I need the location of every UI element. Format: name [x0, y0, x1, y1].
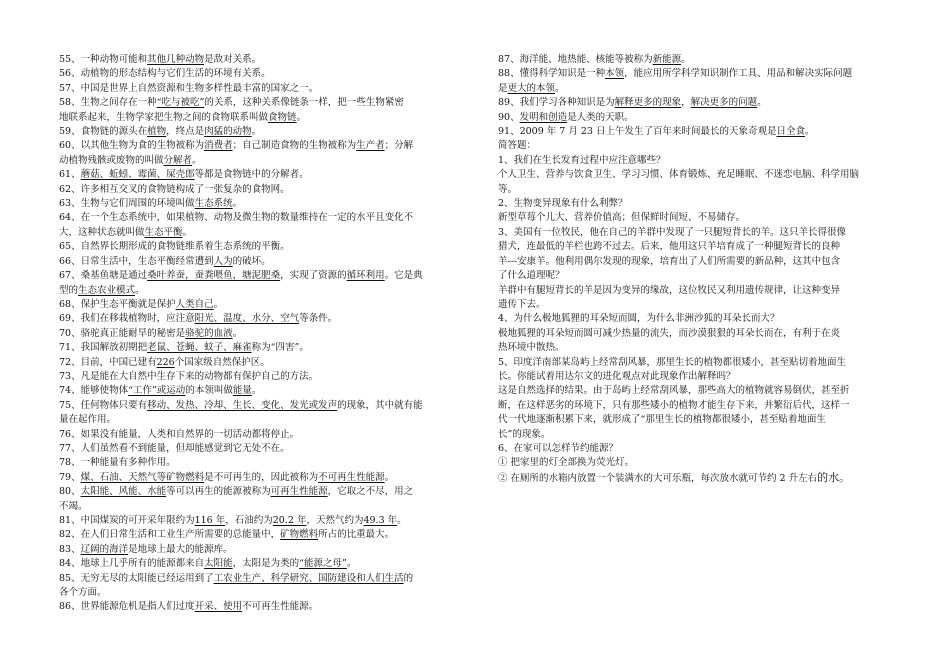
- text-segment: 61、: [59, 169, 81, 181]
- underlined-answer: 骆驼的血液: [185, 327, 233, 339]
- text-line: [498, 356, 905, 370]
- text-segment: ② 在厕所的水箱内放置一个装满水的大可乐瓶，每次放水就可节约 2 升左右: [498, 472, 818, 484]
- text-segment: ，太阳是为类的: [232, 558, 300, 570]
- text-line: [498, 384, 905, 398]
- text-line: [59, 384, 467, 398]
- text-segment: 91、2009 年 7 月 23 日上午发生了百年来时间最长的天象奇观是: [498, 126, 777, 138]
- text-segment: 型的: [59, 284, 79, 296]
- text-segment: 4、为什么极地狐狸的耳朵短而圆，为什么非洲沙狐的耳朵长而大？: [498, 313, 780, 325]
- text-segment: ，石油约为: [225, 515, 273, 526]
- text-segment: 3、美国有一位牧民，他在自己的羊群中发现了一只腿短背长的羊。这只羊长得很像: [498, 226, 847, 238]
- underlined-answer: 不可再生性能源: [318, 471, 385, 483]
- text-line: [59, 528, 467, 542]
- underlined-answer: 太阳能、风能、水能: [80, 486, 167, 498]
- text-segment: 70、骆驼真正能耐旱的秘密是: [59, 327, 186, 339]
- text-segment: 地联系起来，生物学家把生物之间的食物联系叫做: [59, 111, 269, 123]
- underlined-answer: “吃与被吃”: [156, 97, 205, 109]
- underlined-answer: 循环利用: [346, 270, 385, 282]
- text-segment: 5、印度洋南部某岛屿上经常刮风暴，那里生长的植物都很矮小，甚至贴切着地面生: [498, 356, 847, 368]
- text-segment: 是敌对关系。: [204, 54, 262, 65]
- text-segment: 66、日常生活中，生态平衡经常遭到: [59, 255, 214, 267]
- text-segment: 88、懂得科学知识是一种: [498, 68, 606, 80]
- text-line: [59, 269, 467, 283]
- text-segment: 是: [498, 82, 508, 94]
- text-segment: 遗传下去。: [498, 298, 546, 310]
- underlined-answer: 116 年: [194, 515, 226, 526]
- text-segment: 热环境中散热。: [498, 342, 565, 354]
- text-line: [59, 356, 467, 370]
- text-segment: 62、许多相互交叉的食物链构成了一张复杂的食物网。: [59, 183, 290, 195]
- text-segment: 90、: [498, 111, 520, 123]
- text-line: [59, 139, 467, 153]
- text-segment: 1、我们在生长发育过程中应注意哪些？: [498, 154, 666, 166]
- text-segment: 称为“四害”。: [251, 342, 309, 354]
- text-line: [59, 485, 467, 499]
- text-line: [59, 471, 467, 485]
- text-segment: 简答题：: [498, 140, 537, 152]
- text-segment: 。: [135, 284, 145, 296]
- text-line: [59, 226, 467, 240]
- text-segment: 的: [403, 572, 414, 584]
- underlined-answer: 其他几种动物: [147, 54, 205, 65]
- text-segment: 79、: [59, 471, 81, 483]
- text-line: [59, 500, 467, 514]
- text-segment: 78、一种能量有多种作用。: [59, 457, 176, 469]
- text-segment: 极地狐狸的耳朵短而圆可减少热量的流失，而沙漠狠狠的耳朵长而在，有利于在炎: [498, 327, 841, 339]
- text-segment: 87、海洋能、地热能、核能等被称为: [498, 54, 653, 65]
- text-segment: 个人卫生、营养与饮食卫生、学习习惯、体育锻炼、充足睡眠、不迷恋电脑、科学用脑: [498, 169, 860, 181]
- underlined-answer: 20.2 年: [272, 515, 307, 526]
- text-segment: 羊群中有腿短背长的羊是因为变异的缘故，这位牧民又利用遗传规律，让这种变异: [498, 284, 841, 296]
- text-line: [59, 370, 467, 384]
- underlined-answer: 发明和创造: [519, 111, 568, 123]
- text-line: [498, 312, 905, 326]
- text-line: [498, 125, 905, 139]
- text-line: [59, 168, 467, 182]
- text-segment: 6、在家可以怎样节约能源？: [498, 442, 619, 454]
- text-line: [498, 82, 905, 96]
- text-line: [59, 82, 467, 96]
- underlined-answer: 人类自己: [175, 298, 214, 310]
- text-segment: 动植物残骸或废物的叫做: [59, 154, 164, 166]
- text-line: [498, 139, 905, 153]
- text-segment: 代一代地逐渐积累下来，就形成了“那里生长的植物都很矮小，甚至贴着地面生: [498, 414, 826, 426]
- text-line: [59, 240, 467, 254]
- text-segment: 是地球上最大的能源库。: [128, 543, 233, 555]
- text-segment: 不竭。: [59, 500, 88, 512]
- text-segment: 长。你能试着用达尔文的进化观点对此现象作出解释吗？: [498, 370, 736, 382]
- text-line: [498, 96, 905, 110]
- text-segment: 59、食物链的源头在: [59, 126, 148, 138]
- text-line: [59, 211, 467, 225]
- text-line: [59, 284, 467, 298]
- text-segment: 。: [296, 111, 307, 123]
- text-segment: ，天然气约为: [306, 515, 364, 526]
- text-line: [498, 327, 905, 341]
- text-segment: ① 把家里的灯全部换为荧光灯。: [498, 457, 635, 469]
- text-line: [59, 111, 467, 125]
- text-line: [498, 197, 905, 211]
- text-segment: 。它是典: [384, 270, 423, 282]
- text-line: [498, 240, 905, 254]
- text-segment: 73、凡是能在大自然中生存下来的动物都有保护自己的方法。: [59, 370, 319, 382]
- text-segment: ，实现了资源的: [280, 270, 347, 282]
- text-segment: 。: [397, 515, 407, 526]
- text-segment: 的现象，其中就有能: [337, 399, 423, 411]
- text-line: [59, 197, 467, 211]
- underlined-answer: 老鼠、苍蝇、蚊子、麻雀: [147, 342, 252, 354]
- text-line: [59, 399, 467, 413]
- text-line: [498, 442, 905, 456]
- text-segment: ，: [681, 97, 691, 109]
- text-segment: 所占的比重最大。: [318, 529, 395, 541]
- text-segment: 新型草莓个儿大、营养价值高；但保鲜时间短、不易储存。: [498, 212, 746, 224]
- text-segment: 75、任何物体只要有: [59, 399, 148, 411]
- text-segment: ；分解: [384, 140, 414, 152]
- text-line: [59, 572, 467, 586]
- text-line: [59, 125, 467, 139]
- text-segment: 71、我国解放初期把: [59, 342, 148, 354]
- underlined-answer: 解决更多的问题: [690, 97, 758, 109]
- underlined-answer: 消费者: [204, 140, 233, 152]
- text-segment: 81、中国煤炭的可开采年限约为: [59, 515, 195, 526]
- right-column: [498, 53, 905, 486]
- text-line: [59, 183, 467, 197]
- text-line: [498, 269, 905, 283]
- underlined-answer: 辽阔的海洋: [80, 543, 129, 555]
- text-line: [59, 96, 467, 110]
- underlined-answer: 49.3 年: [363, 515, 398, 526]
- text-segment: ，能应用所学科学知识制作工具、用品和解决实际问题: [624, 68, 853, 80]
- text-line: [498, 471, 905, 486]
- text-segment: 82、在人们日常生活和工业生产所需要的总能量中，: [59, 529, 281, 541]
- text-line: [498, 211, 905, 225]
- text-segment: 。: [555, 82, 565, 94]
- text-line: [59, 327, 467, 341]
- underlined-answer: 生态平衡: [144, 226, 183, 238]
- underlined-answer: 生态农业模式: [78, 284, 136, 296]
- underlined-answer: 分解者: [163, 154, 193, 166]
- text-segment: 2、生物变异现象有什么利弊？: [498, 198, 628, 210]
- underlined-answer: 阳光、温度、水分、空气: [194, 313, 300, 325]
- text-line: [498, 341, 905, 355]
- text-segment: 。: [192, 154, 202, 166]
- text-segment: 64、在一个生态系统中，如果植物、动物及微生物的数量维持在一定的水平且变化不: [59, 212, 414, 224]
- text-line: [59, 341, 467, 355]
- text-segment: 了什么道理呢？: [498, 270, 565, 282]
- text-line: [59, 600, 467, 614]
- underlined-answer: 桑叶养蚕，蚕粪喂鱼，塘泥肥桑: [147, 270, 281, 282]
- text-segment: ，它取之不尽，用之: [327, 486, 414, 498]
- underlined-answer: “工作”或运动: [128, 385, 186, 397]
- text-segment: 是不可再生的，因此被称为: [204, 471, 319, 483]
- text-segment: 76、如果没有能量，人类和自然界的一切活动都将停止。: [59, 428, 300, 440]
- text-segment: 的本领叫做: [185, 385, 233, 397]
- text-line: [498, 370, 905, 384]
- text-line: [498, 154, 905, 168]
- text-segment: 72、目前，中国已建有: [59, 356, 157, 368]
- underlined-answer: 工农业生产、科学研究、国防建设和人们生活: [213, 572, 404, 584]
- text-line: [498, 67, 905, 81]
- text-segment: 是人类的天职。: [567, 111, 634, 123]
- text-segment: 56、动植物的形态结构与它们生活的环境有关系。: [59, 68, 271, 80]
- text-line: [59, 53, 467, 67]
- text-line: [59, 154, 467, 168]
- text-segment: 的破坏。: [232, 255, 271, 267]
- text-line: [59, 312, 467, 326]
- text-segment: 65、自然界长期形成的食物链维系着生态系统的平衡。: [59, 241, 290, 253]
- text-segment: 这是自然选择的结果。由于岛屿上经常刮风暴，那些高大的植物就容易倒伏，甚至折: [498, 385, 850, 397]
- text-line: [498, 456, 905, 470]
- text-line: [59, 557, 467, 571]
- text-line: [59, 413, 467, 427]
- text-segment: 。: [805, 126, 815, 138]
- text-segment: 77、人们虽然看不到能量，但却能感觉到它无处不在。: [59, 442, 290, 454]
- text-segment: 猎犬，连最低的羊栏也跨不过去。后来，他用这只羊培育成了一种腿短背长的良种: [498, 241, 841, 253]
- text-line: [498, 428, 905, 442]
- text-segment: ；自己制造食物的生物被称为: [232, 140, 357, 152]
- text-segment: 各个方面。: [59, 587, 107, 599]
- text-line: [498, 255, 905, 269]
- text-segment: 89、我们学习各种知识是为: [498, 97, 615, 109]
- underlined-answer: 蘑菇、蚯蚓、霉菌、屎壳郎: [80, 169, 195, 181]
- underlined-answer: 更大的本领: [507, 82, 556, 94]
- left-column: [59, 53, 467, 615]
- text-line: [498, 183, 905, 197]
- text-segment: 。: [346, 558, 357, 570]
- text-segment: 80、: [59, 486, 81, 498]
- text-segment: 68、保护生态平衡就是保护: [59, 298, 176, 310]
- text-segment: 等条件。: [299, 313, 338, 325]
- text-segment: ，终点是: [166, 126, 205, 138]
- underlined-answer: 226: [156, 356, 175, 368]
- text-segment: 。: [251, 385, 262, 397]
- text-segment: 58、生物之间存在一种: [59, 97, 157, 109]
- text-segment: 69、我们在移栽植物时，应注意: [59, 313, 195, 325]
- text-line: [498, 53, 905, 67]
- underlined-answer: 肉猛的动物: [204, 126, 252, 138]
- text-segment: 。: [213, 298, 224, 310]
- text-segment: 的水。: [817, 470, 851, 484]
- text-segment: 等可以再生的能源被称为: [166, 486, 271, 498]
- underlined-answer: 可再生性能源: [270, 486, 328, 498]
- text-line: [498, 413, 905, 427]
- underlined-answer: 解释更多的现象: [614, 97, 682, 109]
- text-segment: 60、以其他生物为食的生物被称为: [59, 140, 205, 152]
- underlined-answer: 矿物燃料: [280, 529, 319, 541]
- text-segment: 的关系，这种关系像链条一样，把一些生物紧密: [204, 97, 404, 109]
- text-segment: 67、桑基鱼塘是通过: [59, 270, 148, 282]
- text-segment: 等都是食物链中的分解者。: [194, 169, 309, 181]
- text-segment: 羊---安康羊。他利用偶尔发现的现象，培育出了人们所需要的新品种，这其中包含: [498, 255, 841, 267]
- text-segment: 断，在这样恶劣的环境下，只有那些矮小的植物才能生存下来，并繁衍后代，这样一: [498, 399, 850, 411]
- text-segment: 等。: [498, 183, 518, 195]
- text-line: [498, 399, 905, 413]
- underlined-answer: 植物: [147, 126, 167, 138]
- text-segment: 83、: [59, 543, 81, 555]
- text-segment: 个国家级自然保护区。: [174, 356, 270, 368]
- text-line: [498, 111, 905, 125]
- underlined-answer: 生态系统: [194, 198, 233, 210]
- text-segment: 57、中国是世界上自然资源和生物多样性最丰富的国家之一。: [59, 82, 319, 94]
- underlined-answer: 太阳能: [204, 558, 233, 570]
- text-line: [59, 67, 467, 81]
- text-line: [498, 298, 905, 312]
- text-segment: 大，这种状态就叫做: [59, 226, 145, 238]
- text-segment: 。: [681, 54, 691, 65]
- underlined-answer: “能源之母”: [299, 558, 347, 570]
- underlined-answer: 移动、发热、冷却、生长、变化、发光或发声: [147, 399, 338, 411]
- text-segment: 86、世界能源危机是指人们过度: [59, 601, 195, 613]
- text-line: [59, 543, 467, 557]
- underlined-answer: 日全食: [776, 126, 806, 138]
- underlined-answer: 人为: [213, 255, 233, 267]
- text-line: [59, 456, 467, 470]
- text-line: [498, 284, 905, 298]
- text-segment: 。: [182, 226, 193, 238]
- text-segment: 。: [757, 97, 767, 109]
- text-segment: 74、能够使物体: [59, 385, 129, 397]
- underlined-answer: 煤、石油、天然气等矿物燃料: [80, 471, 205, 483]
- text-segment: 。: [384, 471, 395, 483]
- underlined-answer: 本领: [605, 68, 625, 80]
- text-segment: 。: [251, 126, 262, 138]
- text-line: [59, 255, 467, 269]
- underlined-answer: 食物链: [268, 111, 297, 123]
- text-line: [498, 168, 905, 182]
- underlined-answer: 新能源: [652, 54, 682, 65]
- text-line: [498, 226, 905, 240]
- text-line: [59, 428, 467, 442]
- text-segment: 63、生物与它们周围的环境叫做: [59, 198, 195, 210]
- text-line: [59, 514, 467, 528]
- text-segment: 量在起作用。: [59, 414, 117, 426]
- text-segment: 55、一种动物可能和: [59, 54, 148, 65]
- text-line: [59, 442, 467, 456]
- underlined-answer: 生产者: [356, 140, 385, 152]
- text-line: [59, 586, 467, 600]
- text-line: [59, 298, 467, 312]
- text-segment: 84、地球上几乎所有的能源都来自: [59, 558, 205, 570]
- underlined-answer: 开采、使用: [194, 601, 243, 613]
- underlined-answer: 能量: [232, 385, 252, 397]
- text-segment: 不可再生性能源。: [242, 601, 319, 613]
- text-segment: 85、无穷无尽的太阳能已经运用到了: [59, 572, 214, 584]
- text-segment: 。: [232, 327, 243, 339]
- text-segment: 长”的现象。: [498, 428, 551, 440]
- text-segment: 。: [232, 198, 243, 210]
